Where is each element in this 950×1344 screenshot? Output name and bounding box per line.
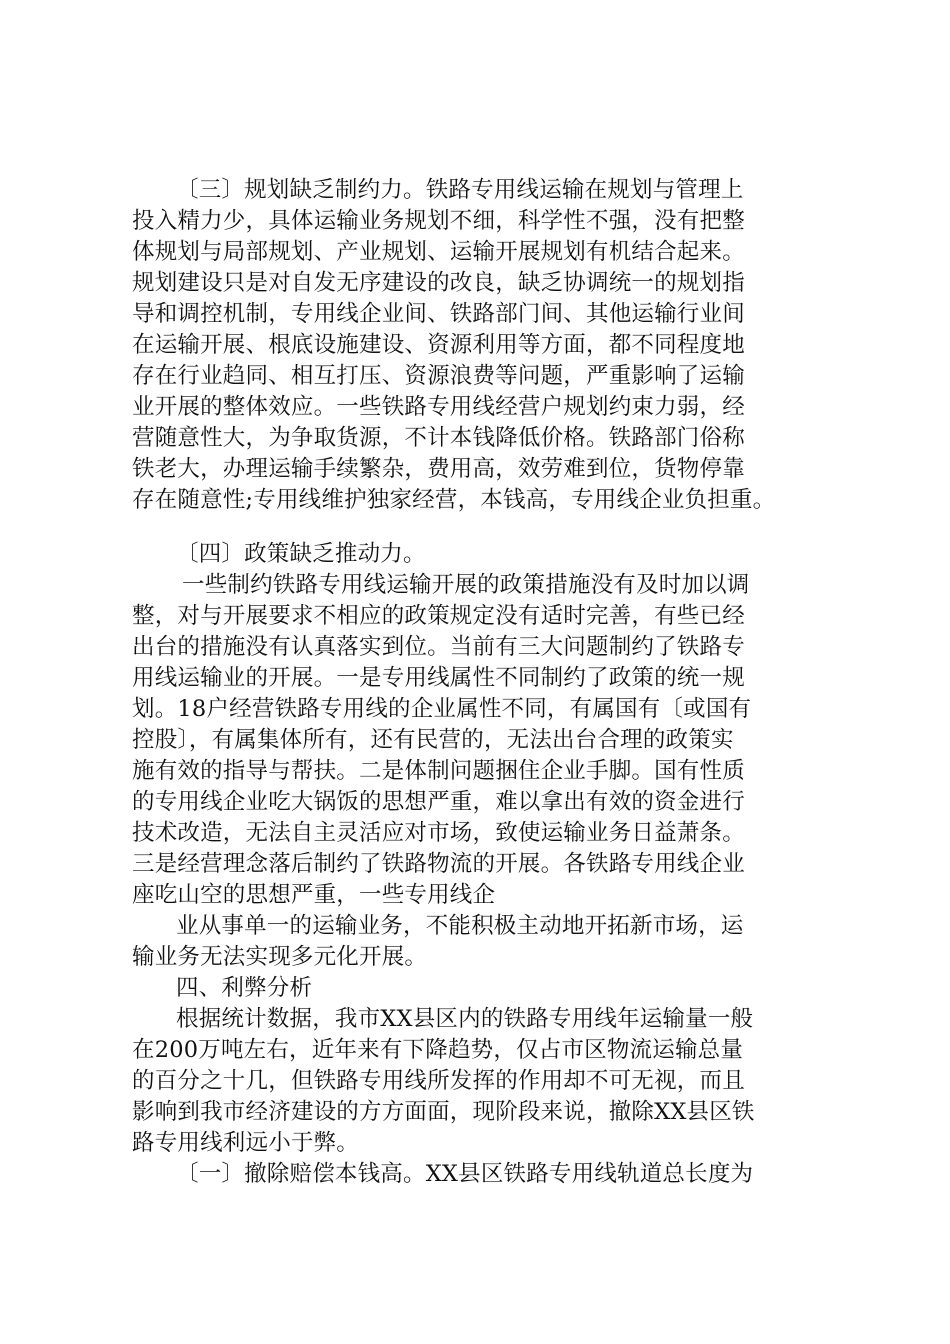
text-line: 技术改造，无法自主灵活应对市场，致使运输业务日益萧条。: [132, 820, 745, 846]
text-line: 存在随意性;专用线维护独家经营，本钱高，专用线企业负担重。: [132, 487, 776, 513]
section-heading: 四、利弊分析: [176, 975, 313, 1001]
text-line: 根据统计数据，我市XX县区内的铁路专用线年运输量一般: [176, 1006, 754, 1032]
text-line: 座吃山空的思想严重，一些专用线企: [132, 882, 496, 908]
text-line: 存在行业趋同、相互打压、资源浪费等问题，严重影响了运输: [132, 363, 745, 389]
text-line: 在200万吨左右，近年来有下降趋势，仅占市区物流运输总量: [132, 1037, 744, 1063]
text-line: 的百分之十几，但铁路专用线所发挥的作用却不可无视，而且: [132, 1068, 745, 1094]
text-line: 出台的措施没有认真落实到位。当前有三大问题制约了铁路专: [132, 634, 745, 660]
text-line: 划。18户经营铁路专用线的企业属性不同，有属国有〔或国有: [132, 696, 752, 722]
text-line: 体规划与局部规划、产业规划、运输开展规划有机结合起来。: [132, 239, 745, 265]
text-line: 一些制约铁路专用线运输开展的政策措施没有及时加以调: [182, 572, 750, 598]
text-line: 用线运输业的开展。一是专用线属性不同制约了政策的统一规: [132, 665, 745, 691]
text-line: 的专用线企业吃大锅饭的思想严重，难以拿出有效的资金进行: [132, 789, 745, 815]
text-line: 铁老大，办理运输手续繁杂，费用高，效劳难到位，货物停靠: [132, 456, 745, 482]
text-line: 影响到我市经济建设的方方面面，现阶段来说，撤除XX县区铁: [132, 1099, 755, 1125]
text-line: 控股〕，有属集体所有，还有民营的，无法出台合理的政策实: [132, 727, 734, 753]
text-line: 业开展的整体效应。一些铁路专用线经营户规划约束力弱，经: [132, 394, 745, 420]
section-heading: 〔四〕政策缺乏推动力。: [176, 541, 426, 567]
text-line: 在运输开展、根底设施建设、资源利用等方面，都不同程度地: [132, 332, 745, 358]
text-line: 规划建设只是对自发无序建设的改良，缺乏协调统一的规划指: [132, 270, 745, 296]
text-line: 施有效的指导与帮扶。二是体制问题捆住企业手脚。国有性质: [132, 758, 745, 784]
text-line: 营随意性大，为争取货源，不计本钱降低价格。铁路部门俗称: [132, 425, 745, 451]
text-line: 路专用线利远小于弊。: [132, 1130, 360, 1156]
text-line: 整，对与开展要求不相应的政策规定没有适时完善，有些已经: [132, 603, 745, 629]
text-line: 三是经营理念落后制约了铁路物流的开展。各铁路专用线企业: [132, 851, 745, 877]
text-line: 〔一〕撤除赔偿本钱高。XX县区铁路专用线轨道总长度为: [176, 1161, 754, 1187]
text-line: 业从事单一的运输业务，不能积极主动地开拓新市场，运: [176, 913, 744, 939]
text-line: 导和调控机制，专用线企业间、铁路部门间、其他运输行业间: [132, 301, 745, 327]
text-line: 投入精力少，具体运输业务规划不细，科学性不强，没有把整: [132, 208, 745, 234]
text-line: 〔三〕规划缺乏制约力。铁路专用线运输在规划与管理上: [176, 177, 744, 203]
text-line: 输业务无法实现多元化开展。: [132, 944, 428, 970]
